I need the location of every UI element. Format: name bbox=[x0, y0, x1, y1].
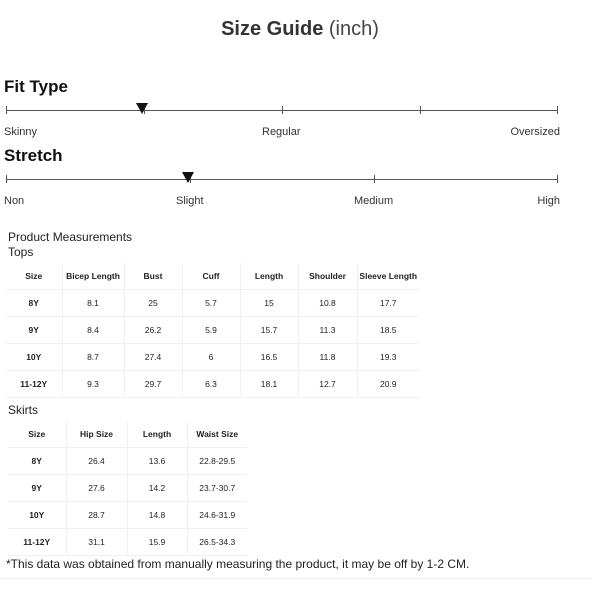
table-cell: 29.7 bbox=[124, 371, 182, 398]
table-cell: 26.5-34.3 bbox=[187, 529, 247, 556]
fit-label-regular: Regular bbox=[262, 126, 301, 138]
table-cell: 12.7 bbox=[298, 371, 357, 398]
table-cell: 9Y bbox=[8, 475, 66, 502]
scale-tick bbox=[557, 106, 558, 114]
stretch-marker-icon bbox=[182, 172, 194, 183]
stretch-label-high: High bbox=[537, 195, 560, 207]
table-cell: 10.8 bbox=[298, 290, 357, 317]
table-cell: 6 bbox=[182, 344, 240, 371]
table-cell: 27.4 bbox=[124, 344, 182, 371]
fit-marker-icon bbox=[136, 103, 148, 114]
table-cell: 23.7-30.7 bbox=[187, 475, 247, 502]
scale-tick bbox=[420, 106, 421, 114]
table-cell: 8.4 bbox=[62, 317, 124, 344]
column-header: Shoulder bbox=[298, 263, 357, 290]
table-cell: 17.7 bbox=[357, 290, 419, 317]
table-cell: 25 bbox=[124, 290, 182, 317]
column-header: Hip Size bbox=[66, 421, 127, 448]
title-unit: (inch) bbox=[328, 18, 379, 40]
page-title bbox=[0, 18, 600, 41]
table-cell: 18.1 bbox=[240, 371, 298, 398]
table-cell: 19.3 bbox=[357, 344, 419, 371]
table-cell: 14.2 bbox=[127, 475, 187, 502]
table-cell: 27.6 bbox=[66, 475, 127, 502]
table-cell: 8.7 bbox=[62, 344, 124, 371]
column-header: Sleeve Length bbox=[357, 263, 419, 290]
table-header-row bbox=[8, 421, 247, 448]
table-cell: 22.8-29.5 bbox=[187, 448, 247, 475]
tops-heading: Tops bbox=[8, 245, 34, 259]
table-row bbox=[8, 475, 247, 502]
table-row bbox=[8, 502, 247, 529]
table-header-row bbox=[6, 263, 419, 290]
column-header: Bicep Length bbox=[62, 263, 124, 290]
title-text: Size Guide bbox=[221, 18, 324, 40]
table-row bbox=[8, 448, 247, 475]
table-cell: 11-12Y bbox=[6, 371, 62, 398]
stretch-labels bbox=[4, 195, 560, 209]
column-header: Bust bbox=[124, 263, 182, 290]
table-row bbox=[6, 290, 419, 317]
stretch-label-non: Non bbox=[4, 195, 25, 207]
scale-line bbox=[6, 179, 558, 180]
table-cell: 6.3 bbox=[182, 371, 240, 398]
scale-tick bbox=[557, 175, 558, 183]
table-cell: 11.8 bbox=[298, 344, 357, 371]
table-cell: 18.5 bbox=[357, 317, 419, 344]
table-cell: 9Y bbox=[6, 317, 62, 344]
table-cell: 5.7 bbox=[182, 290, 240, 317]
table-cell: 28.7 bbox=[66, 502, 127, 529]
table-cell: 5.9 bbox=[182, 317, 240, 344]
table-cell: 15.7 bbox=[240, 317, 298, 344]
table-cell: 15 bbox=[240, 290, 298, 317]
scale-tick bbox=[6, 106, 7, 114]
stretch-label-slight: Slight bbox=[176, 195, 204, 207]
table-row bbox=[6, 344, 419, 371]
table-cell: 31.1 bbox=[66, 529, 127, 556]
column-header: Length bbox=[240, 263, 298, 290]
table-cell: 15.9 bbox=[127, 529, 187, 556]
table-cell: 24.6-31.9 bbox=[187, 502, 247, 529]
scale-tick bbox=[282, 106, 283, 114]
table-row bbox=[6, 371, 419, 398]
fit-label-skinny: Skinny bbox=[4, 126, 38, 138]
scale-tick bbox=[374, 175, 375, 183]
scale-tick bbox=[6, 175, 7, 183]
table-cell: 26.2 bbox=[124, 317, 182, 344]
column-header: Waist Size bbox=[187, 421, 247, 448]
table-cell: 10Y bbox=[6, 344, 62, 371]
table-row bbox=[6, 317, 419, 344]
skirts-table bbox=[8, 421, 247, 556]
column-header: Size bbox=[6, 263, 62, 290]
fit-type-heading: Fit Type bbox=[4, 77, 68, 96]
fit-type-scale bbox=[6, 106, 558, 120]
table-cell: 8Y bbox=[8, 448, 66, 475]
table-cell: 10Y bbox=[8, 502, 66, 529]
stretch-heading: Stretch bbox=[4, 146, 63, 165]
column-header: Cuff bbox=[182, 263, 240, 290]
table-cell: 13.6 bbox=[127, 448, 187, 475]
fit-label-oversized: Oversized bbox=[510, 126, 560, 138]
table-cell: 14.8 bbox=[127, 502, 187, 529]
table-row bbox=[8, 529, 247, 556]
table-cell: 11-12Y bbox=[8, 529, 66, 556]
tops-table bbox=[6, 263, 419, 398]
footnote: *This data was obtained from manually measuring the product, it may be off by 1-2 CM. bbox=[6, 557, 470, 571]
table-cell: 26.4 bbox=[66, 448, 127, 475]
table-cell: 9.3 bbox=[62, 371, 124, 398]
divider bbox=[0, 578, 592, 579]
stretch-scale bbox=[6, 175, 558, 189]
table-cell: 8.1 bbox=[62, 290, 124, 317]
table-cell: 8Y bbox=[6, 290, 62, 317]
table-cell: 11.3 bbox=[298, 317, 357, 344]
stretch-label-medium: Medium bbox=[354, 195, 394, 207]
skirts-heading: Skirts bbox=[8, 403, 38, 417]
table-cell: 20.9 bbox=[357, 371, 419, 398]
product-measurements-heading: Product Measurements bbox=[8, 230, 133, 244]
table-cell: 16.5 bbox=[240, 344, 298, 371]
column-header: Length bbox=[127, 421, 187, 448]
column-header: Size bbox=[8, 421, 66, 448]
fit-type-labels bbox=[4, 126, 560, 140]
